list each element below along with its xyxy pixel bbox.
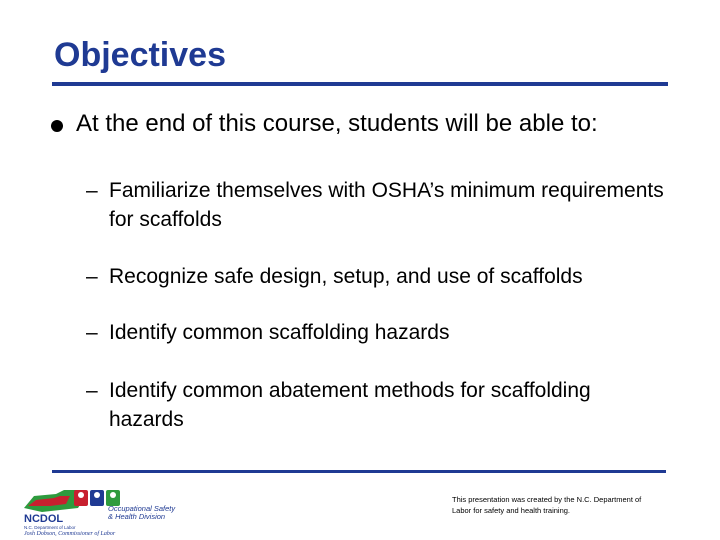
dash-icon: – [86,321,98,344]
sub-bullet-4 [86,376,666,434]
logo-subtext: N.C. Department of Labor [24,525,76,530]
logo-text: NCDOL [24,513,64,525]
commissioner-text: Josh Dobson, Commissioner of Labor [24,531,116,536]
sub-bullet-1 [86,176,666,234]
dash-icon: – [86,379,98,402]
sub-bullet-2 [86,262,666,291]
sub-bullet-text: Identify common scaffolding hazards [109,321,450,344]
division-line-2: & Health Division [108,512,166,521]
division-line-1: Occupational Safety [108,504,176,513]
sub-bullet-text: Identify common abatement methods for scaffolding hazards [109,379,591,431]
sub-bullet-3 [86,318,666,347]
bullet-icon [51,120,63,132]
sub-bullet-text: Recognize safe design, setup, and use of scaffolds [109,265,583,288]
ncdol-logo [20,478,190,536]
dash-icon: – [86,265,98,288]
slide-title: Objectives [54,36,226,74]
dash-icon: – [86,179,98,202]
footer-note: This presentation was created by the N.C. Department of Labor for safety and health training. [452,495,642,515]
footer-divider [52,470,666,473]
title-divider [52,82,668,86]
main-bullet-text: At the end of this course, students will be able to: [76,110,598,137]
sub-bullet-text: Familiarize themselves with OSHA’s minimum requirements for scaffolds [109,179,664,231]
